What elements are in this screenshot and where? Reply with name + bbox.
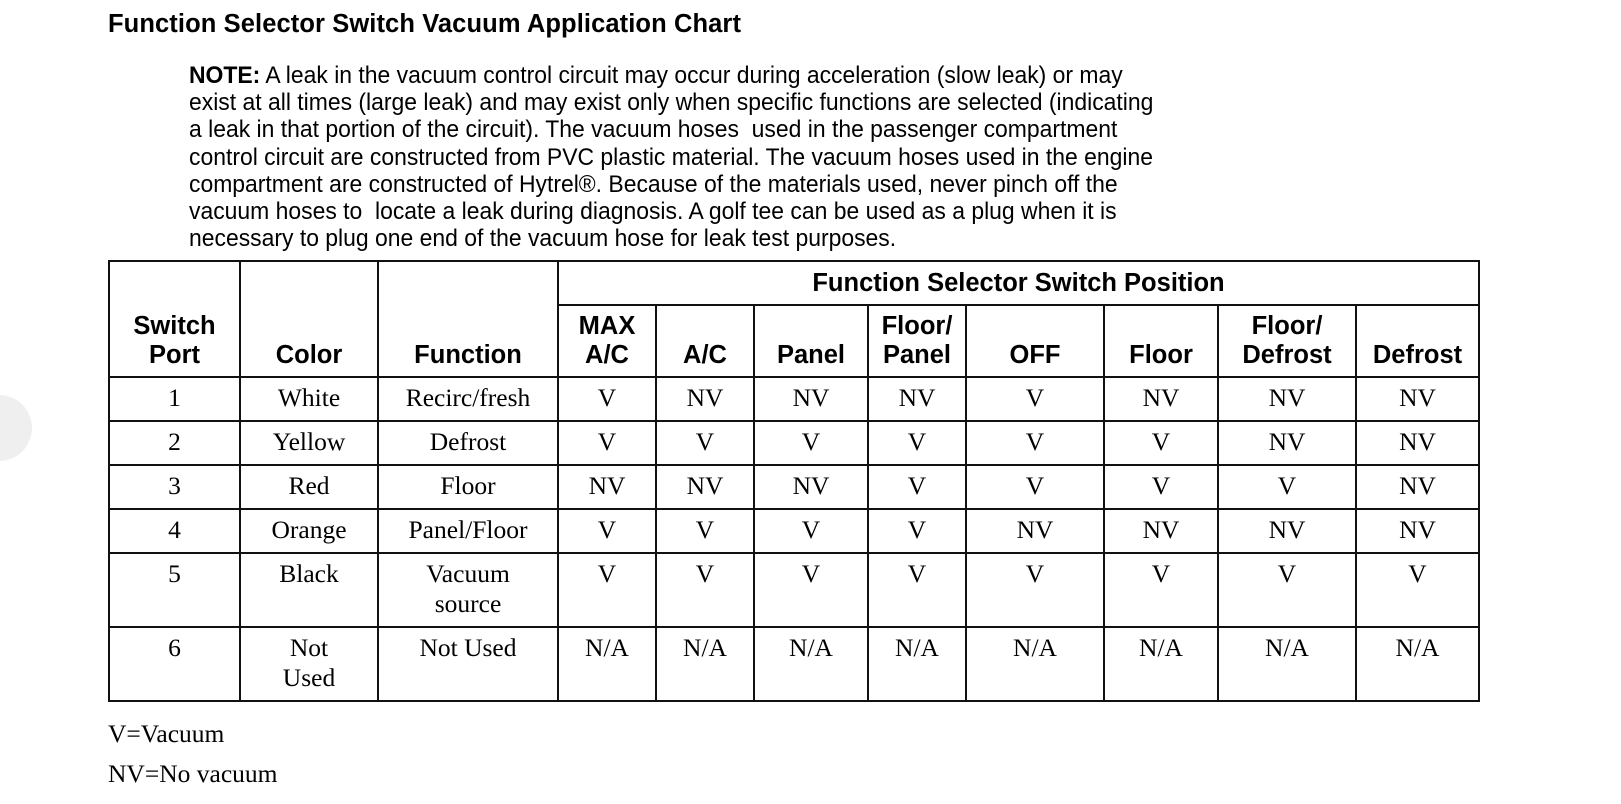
cell-vacuum-state: V	[1218, 553, 1356, 627]
cell-vacuum-state: V	[868, 553, 966, 627]
header-function: Function	[378, 261, 558, 377]
note-line: necessary to plug one end of the vacuum hose for leak test purposes.	[189, 225, 897, 253]
table-row	[109, 509, 1479, 553]
cell-vacuum-state: V	[558, 421, 656, 465]
note-line: exist at all times (large leak) and may exist only when specific functions are selected (indicating	[189, 89, 1154, 117]
header-switch-port: Switch Port	[109, 261, 240, 377]
cell-vacuum-state: N/A	[558, 627, 656, 701]
cell-vacuum-state: NV	[966, 509, 1104, 553]
cell-color: Black	[240, 553, 378, 627]
vacuum-application-table	[108, 260, 1480, 702]
cell-port: 6	[109, 627, 240, 701]
cell-port: 3	[109, 465, 240, 509]
cell-vacuum-state: N/A	[754, 627, 868, 701]
cell-vacuum-state: V	[1356, 553, 1479, 627]
cell-vacuum-state: N/A	[966, 627, 1104, 701]
header-position: MAX A/C	[558, 305, 656, 377]
note-label: NOTE:	[189, 62, 261, 89]
table-row	[109, 421, 1479, 465]
cell-vacuum-state: NV	[1356, 509, 1479, 553]
header-position: Floor	[1104, 305, 1218, 377]
cell-vacuum-state: NV	[1218, 509, 1356, 553]
cell-vacuum-state: NV	[754, 465, 868, 509]
cell-vacuum-state: V	[558, 509, 656, 553]
cell-vacuum-state: NV	[1356, 465, 1479, 509]
cell-vacuum-state: N/A	[656, 627, 754, 701]
cell-vacuum-state: NV	[868, 377, 966, 421]
note-line: compartment are constructed of Hytrel®. Because of the materials used, never pinch off the	[189, 170, 1118, 198]
note-paragraph	[189, 62, 1335, 252]
cell-function: Recirc/fresh	[378, 377, 558, 421]
cell-function: Not Used	[378, 627, 558, 701]
cell-vacuum-state: V	[966, 377, 1104, 421]
cell-vacuum-state: NV	[558, 465, 656, 509]
cell-color: Red	[240, 465, 378, 509]
cell-vacuum-state: V	[868, 465, 966, 509]
cell-function: Defrost	[378, 421, 558, 465]
cell-vacuum-state: V	[868, 509, 966, 553]
cell-vacuum-state: NV	[1356, 377, 1479, 421]
cell-vacuum-state: NV	[1104, 377, 1218, 421]
cell-port: 4	[109, 509, 240, 553]
cell-vacuum-state: N/A	[1104, 627, 1218, 701]
note-line: a leak in that portion of the circuit). The vacuum hoses used in the passenger compartment	[189, 116, 1118, 144]
table-row	[109, 377, 1479, 421]
note-line: control circuit are constructed from PVC plastic material. The vacuum hoses used in the engine	[189, 143, 1153, 171]
header-position: OFF	[966, 305, 1104, 377]
table-row	[109, 627, 1479, 701]
cell-vacuum-state: NV	[1356, 421, 1479, 465]
table-row	[109, 465, 1479, 509]
cell-vacuum-state: N/A	[868, 627, 966, 701]
cell-vacuum-state: NV	[1218, 377, 1356, 421]
table-row	[109, 553, 1479, 627]
cell-vacuum-state: V	[558, 377, 656, 421]
cell-vacuum-state: V	[754, 509, 868, 553]
header-position: Floor/ Defrost	[1218, 305, 1356, 377]
cell-vacuum-state: V	[656, 421, 754, 465]
header-color: Color	[240, 261, 378, 377]
cell-function: Vacuum source	[378, 553, 558, 627]
header-position: Floor/ Panel	[868, 305, 966, 377]
cell-vacuum-state: V	[868, 421, 966, 465]
cell-vacuum-state: V	[966, 421, 1104, 465]
cell-vacuum-state: N/A	[1356, 627, 1479, 701]
cell-vacuum-state: NV	[656, 377, 754, 421]
cell-port: 5	[109, 553, 240, 627]
cell-vacuum-state: V	[1104, 465, 1218, 509]
cell-vacuum-state: V	[754, 421, 868, 465]
cell-vacuum-state: V	[656, 509, 754, 553]
header-position: A/C	[656, 305, 754, 377]
cell-vacuum-state: V	[558, 553, 656, 627]
legend-vacuum: V=Vacuum	[108, 719, 225, 748]
page-title: Function Selector Switch Vacuum Application Chart	[108, 10, 742, 38]
scroll-handle[interactable]	[0, 395, 32, 461]
cell-color: Orange	[240, 509, 378, 553]
cell-vacuum-state: V	[1104, 421, 1218, 465]
header-switch-position-group: Function Selector Switch Position	[558, 261, 1479, 305]
cell-vacuum-state: NV	[1218, 421, 1356, 465]
cell-color: Not Used	[240, 627, 378, 701]
cell-vacuum-state: N/A	[1218, 627, 1356, 701]
cell-function: Floor	[378, 465, 558, 509]
note-line: NOTE: A leak in the vacuum control circuit may occur during acceleration (slow leak) or may	[189, 62, 1123, 89]
cell-vacuum-state: NV	[1104, 509, 1218, 553]
cell-vacuum-state: V	[966, 465, 1104, 509]
cell-vacuum-state: NV	[754, 377, 868, 421]
cell-port: 2	[109, 421, 240, 465]
cell-function: Panel/Floor	[378, 509, 558, 553]
cell-port: 1	[109, 377, 240, 421]
cell-vacuum-state: NV	[656, 465, 754, 509]
legend-no-vacuum: NV=No vacuum	[108, 759, 278, 788]
cell-color: Yellow	[240, 421, 378, 465]
cell-vacuum-state: V	[656, 553, 754, 627]
cell-vacuum-state: V	[754, 553, 868, 627]
header-position: Defrost	[1356, 305, 1479, 377]
cell-vacuum-state: V	[1218, 465, 1356, 509]
header-position: Panel	[754, 305, 868, 377]
note-line: vacuum hoses to locate a leak during diagnosis. A golf tee can be used as a plug when it is	[189, 198, 1117, 226]
cell-vacuum-state: V	[966, 553, 1104, 627]
cell-color: White	[240, 377, 378, 421]
cell-vacuum-state: V	[1104, 553, 1218, 627]
